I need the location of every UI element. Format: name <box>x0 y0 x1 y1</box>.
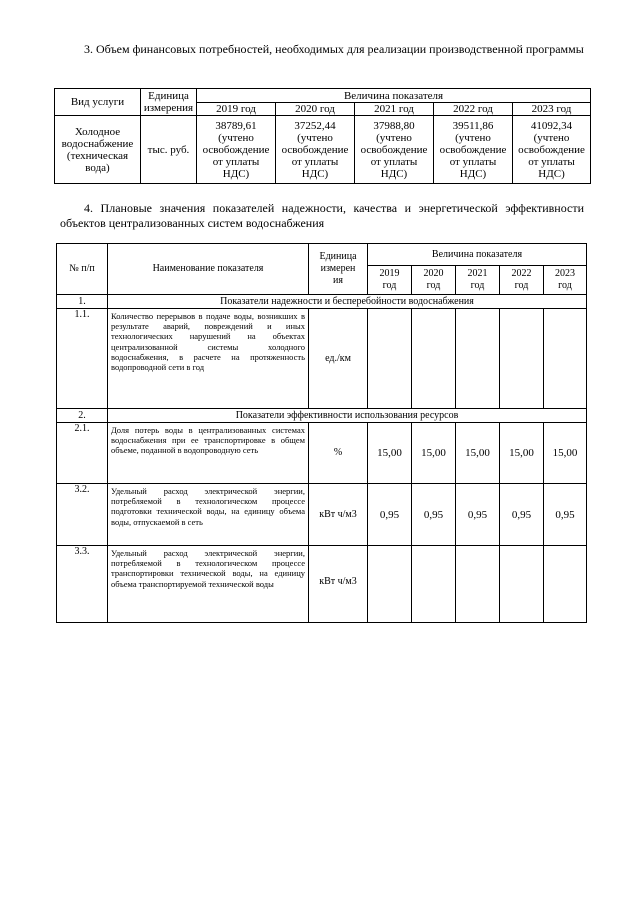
value-cell: 0,95 <box>412 484 456 546</box>
service-cell: Холодное водоснабжение (техническая вода) <box>55 116 141 184</box>
value-cell: 0,95 <box>456 484 500 546</box>
value-cell <box>500 546 544 623</box>
value-cell <box>368 309 412 409</box>
row-num: 3.2. <box>57 484 108 546</box>
header-year: 2019 год <box>197 103 276 116</box>
value-cell <box>412 546 456 623</box>
group-num: 1. <box>57 295 108 309</box>
header-year: 2023 год <box>544 266 587 295</box>
table-row <box>57 309 587 409</box>
row-name: Количество перерывов в подаче воды, возникших в результате аварий, повреждений и иных технологических нарушений на объектах централизованной системы холодного водоснабжения, в расчете на протяженность водопроводной сети в год <box>108 309 309 409</box>
section3-title: 3. Объем финансовых потребностей, необходимых для реализации производственной программы <box>84 42 584 56</box>
header-year: 2023 год <box>513 103 591 116</box>
value-cell <box>412 309 456 409</box>
value-cell: 38789,61 (учтено освобождение от уплаты НДС) <box>197 116 276 184</box>
header-num: № п/п <box>57 244 108 295</box>
table-row <box>57 546 587 623</box>
header-year: 2021 год <box>355 103 434 116</box>
value-cell: 15,00 <box>456 423 500 484</box>
header-year: 2019 год <box>368 266 412 295</box>
value-cell: 0,95 <box>544 484 587 546</box>
row-name: Доля потерь воды в централизованных системах водоснабжения при ее транспортировке в общем объеме, поданной в водопроводную сеть <box>108 423 309 484</box>
header-year: 2022 год <box>434 103 513 116</box>
table-row <box>57 484 587 546</box>
header-year: 2020 год <box>276 103 355 116</box>
indicators-table <box>56 243 587 623</box>
value-cell <box>456 546 500 623</box>
value-cell <box>456 309 500 409</box>
group-row <box>57 409 587 423</box>
header-value: Величина показателя <box>197 89 591 103</box>
value-cell: 41092,34 (учтено освобождение от уплаты НДС) <box>513 116 591 184</box>
value-cell: 39511,86 (учтено освобождение от уплаты НДС) <box>434 116 513 184</box>
header-year: 2020 год <box>412 266 456 295</box>
value-cell <box>500 309 544 409</box>
value-cell <box>368 546 412 623</box>
row-num: 3.3. <box>57 546 108 623</box>
header-service: Вид услуги <box>55 89 141 116</box>
group-row <box>57 295 587 309</box>
group-title: Показатели эффективности использования ресурсов <box>108 409 587 423</box>
row-unit: кВт ч/м3 <box>309 484 368 546</box>
header-unit: Единица измерен ия <box>309 244 368 295</box>
row-num: 1.1. <box>57 309 108 409</box>
value-cell <box>544 546 587 623</box>
value-cell: 15,00 <box>368 423 412 484</box>
unit-cell: тыс. руб. <box>141 116 197 184</box>
row-unit: % <box>309 423 368 484</box>
table-row <box>55 116 591 184</box>
row-name: Удельный расход электрической энергии, потребляемой в технологическом процессе транспортировки технической воды, на единицу объема транспортируемой технической воды <box>108 546 309 623</box>
table-row <box>57 423 587 484</box>
header-value: Величина показателя <box>368 244 587 266</box>
value-cell: 37988,80 (учтено освобождение от уплаты НДС) <box>355 116 434 184</box>
row-unit: кВт ч/м3 <box>309 546 368 623</box>
group-title: Показатели надежности и бесперебойности водоснабжения <box>108 295 587 309</box>
value-cell: 15,00 <box>412 423 456 484</box>
header-year: 2022 год <box>500 266 544 295</box>
group-num: 2. <box>57 409 108 423</box>
value-cell: 15,00 <box>544 423 587 484</box>
header-name: Наименование показателя <box>108 244 309 295</box>
header-unit: Единица измерения <box>141 89 197 116</box>
row-num: 2.1. <box>57 423 108 484</box>
value-cell <box>544 309 587 409</box>
value-cell: 0,95 <box>368 484 412 546</box>
header-year: 2021 год <box>456 266 500 295</box>
row-name: Удельный расход электрической энергии, потребляемой в технологическом процессе подготовки технической воды, на единицу объема воды, отпускаемой в сеть <box>108 484 309 546</box>
row-unit: ед./км <box>309 309 368 409</box>
value-cell: 15,00 <box>500 423 544 484</box>
financial-needs-table <box>54 88 591 184</box>
section4-title: 4. Плановые значения показателей надежности, качества и энергетической эффективности объектов централизованных систем водоснабжения <box>60 201 584 230</box>
value-cell: 37252,44 (учтено освобождение от уплаты НДС) <box>276 116 355 184</box>
value-cell: 0,95 <box>500 484 544 546</box>
